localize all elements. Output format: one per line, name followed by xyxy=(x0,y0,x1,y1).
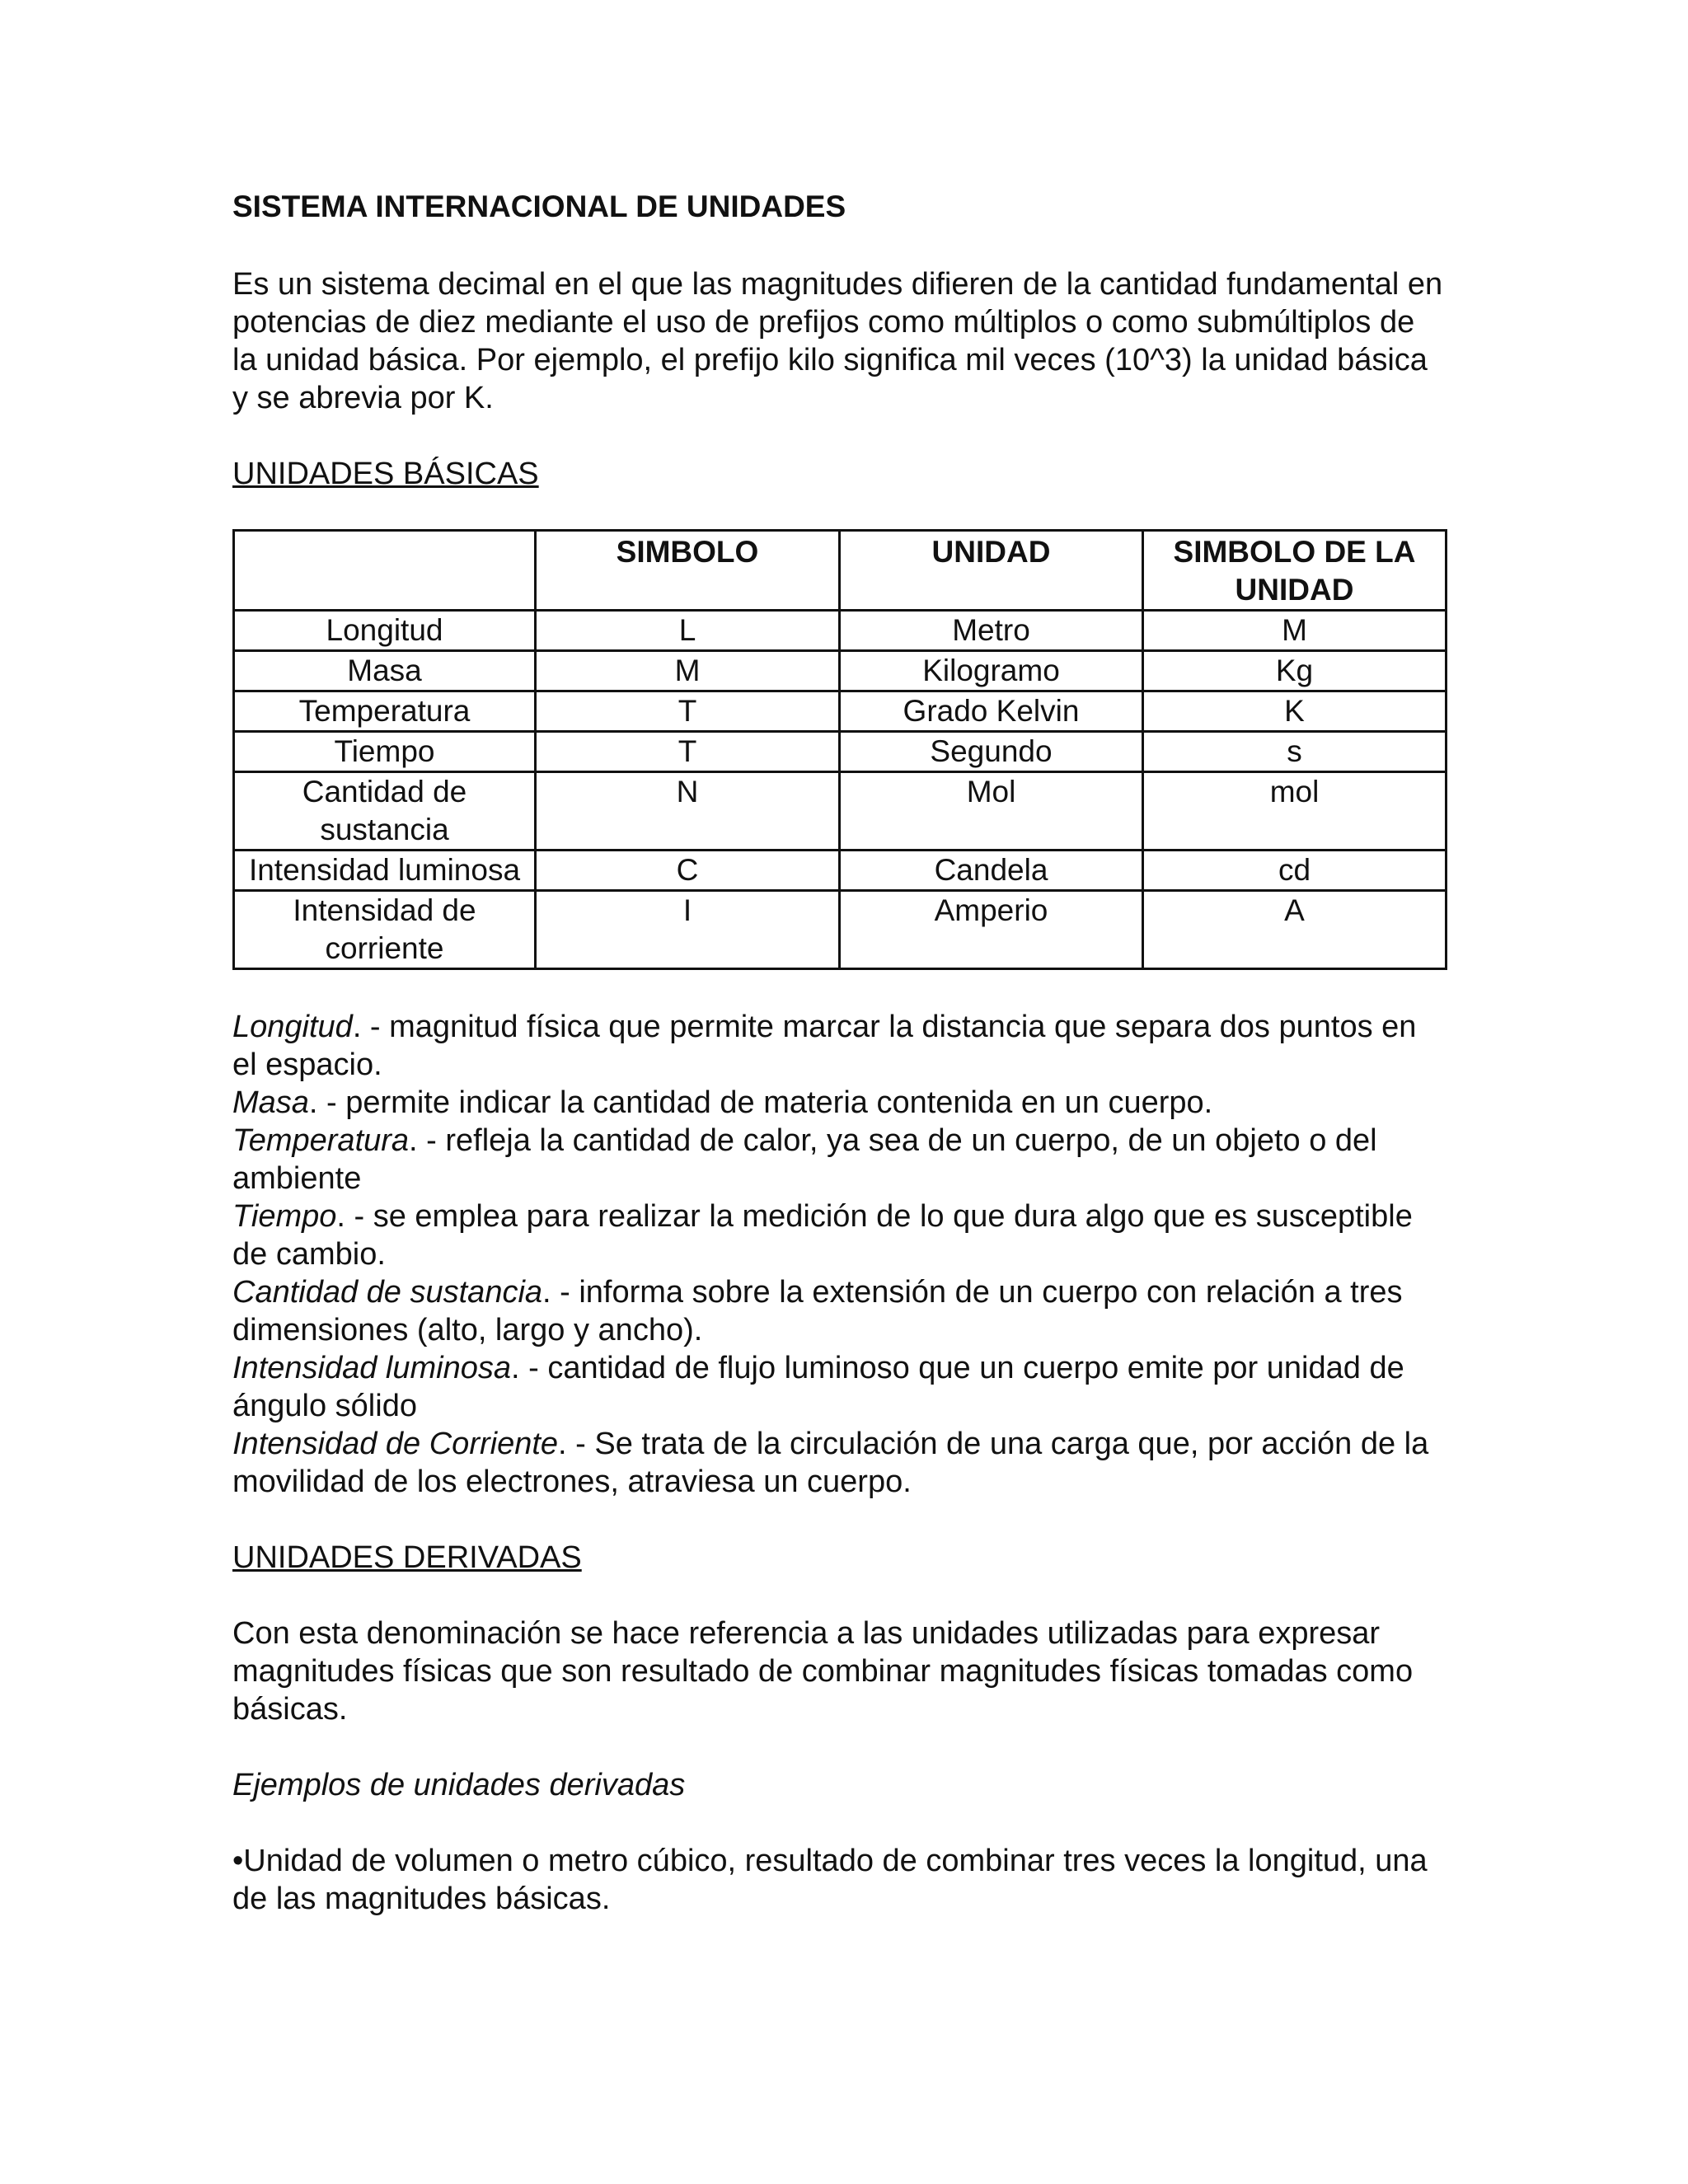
definition-term: Intensidad de Corriente xyxy=(232,1427,559,1461)
derived-units-paragraph: Con esta denominación se hace referencia a las unidades utilizadas para expresar magnitudes físicas que son resultado de combinar magnitudes físicas tomadas como básicas. xyxy=(232,1616,1414,1727)
definition-item xyxy=(232,1197,1444,1273)
example-item: •Unidad de volumen o metro cúbico, resultado de combinar tres veces la longitud, una de las magnitudes básicas. xyxy=(232,1844,1428,1916)
basic-units-heading: UNIDADES BÁSICAS xyxy=(232,457,539,491)
table-row xyxy=(234,651,1447,691)
unit-symbol-cell: mol xyxy=(1143,772,1447,851)
document-title: SISTEMA INTERNACIONAL DE UNIDADES xyxy=(232,190,846,223)
magnitude-cell: Intensidad de corriente xyxy=(234,891,536,969)
unit-cell: Amperio xyxy=(840,891,1143,969)
spacer xyxy=(232,970,1444,1008)
unit-symbol-cell: s xyxy=(1143,732,1447,772)
symbol-cell: T xyxy=(536,732,840,772)
table-row xyxy=(234,611,1447,651)
table-row xyxy=(234,772,1447,851)
definition-text: . - cantidad de flujo luminoso que un cuerpo emite por unidad de ángulo sólido xyxy=(232,1351,1404,1423)
definition-item xyxy=(232,1084,1444,1122)
basic-units-table xyxy=(232,529,1447,970)
definition-text: . - refleja la cantidad de calor, ya sea de un cuerpo, de un objeto o del ambiente xyxy=(232,1123,1377,1196)
definition-term: Intensidad luminosa xyxy=(232,1351,511,1385)
unit-symbol-cell: M xyxy=(1143,611,1447,651)
magnitude-cell: Temperatura xyxy=(234,691,536,732)
definition-text: . - se emplea para realizar la medición de lo que dura algo que es susceptible de cambio. xyxy=(232,1199,1413,1272)
table-row xyxy=(234,891,1447,969)
definitions-list xyxy=(232,1008,1444,1501)
unit-cell: Metro xyxy=(840,611,1143,651)
magnitude-cell: Intensidad luminosa xyxy=(234,851,536,891)
spacer xyxy=(232,226,1444,265)
table-row xyxy=(234,691,1447,732)
definition-term: Masa xyxy=(232,1085,309,1120)
examples-heading: Ejemplos de unidades derivadas xyxy=(232,1768,686,1802)
symbol-cell: L xyxy=(536,611,840,651)
definition-item xyxy=(232,1122,1444,1197)
unit-symbol-cell: cd xyxy=(1143,851,1447,891)
unit-cell: Segundo xyxy=(840,732,1143,772)
spacer xyxy=(232,1728,1444,1766)
unit-cell: Kilogramo xyxy=(840,651,1143,691)
magnitude-cell: Cantidad de sustancia xyxy=(234,772,536,851)
derived-units-heading: UNIDADES DERIVADAS xyxy=(232,1540,582,1575)
column-header-magnitude xyxy=(234,531,536,611)
definition-item xyxy=(232,1349,1444,1425)
definition-text: . - permite indicar la cantidad de materia contenida en un cuerpo. xyxy=(308,1085,1213,1120)
symbol-cell: T xyxy=(536,691,840,732)
unit-symbol-cell: Kg xyxy=(1143,651,1447,691)
spacer xyxy=(232,417,1444,455)
unit-cell: Grado Kelvin xyxy=(840,691,1143,732)
spacer xyxy=(232,1577,1444,1615)
table-header-row xyxy=(234,531,1447,611)
spacer xyxy=(232,1501,1444,1539)
unit-cell: Candela xyxy=(840,851,1143,891)
definition-term: Cantidad de sustancia xyxy=(232,1275,543,1310)
magnitude-cell: Masa xyxy=(234,651,536,691)
symbol-cell: I xyxy=(536,891,840,969)
document-page xyxy=(232,188,1444,1918)
symbol-cell: C xyxy=(536,851,840,891)
unit-cell: Mol xyxy=(840,772,1143,851)
symbol-cell: N xyxy=(536,772,840,851)
table-row xyxy=(234,851,1447,891)
symbol-cell: M xyxy=(536,651,840,691)
definition-text: . - informa sobre la extensión de un cuerpo con relación a tres dimensiones (alto, largo y ancho). xyxy=(232,1275,1403,1347)
definition-item xyxy=(232,1273,1444,1349)
table-row xyxy=(234,732,1447,772)
column-header-unit: UNIDAD xyxy=(840,531,1143,611)
definition-item xyxy=(232,1425,1444,1501)
definition-term: Tiempo xyxy=(232,1199,337,1234)
definition-text: . - magnitud física que permite marcar la distancia que separa dos puntos en el espacio. xyxy=(232,1010,1417,1082)
unit-symbol-cell: A xyxy=(1143,891,1447,969)
spacer xyxy=(232,493,1444,529)
column-header-unit-symbol: SIMBOLO DE LA UNIDAD xyxy=(1143,531,1447,611)
intro-paragraph: Es un sistema decimal en el que las magnitudes difieren de la cantidad fundamental en potencias de diez mediante el uso de prefijos como múltiplos o como submúltiplos de la unidad básica. Por ejemplo, el prefijo kilo significa mil veces (10^3) la unidad básica y se abrevia por K. xyxy=(232,267,1443,415)
definition-term: Temperatura xyxy=(232,1123,410,1158)
definition-item xyxy=(232,1008,1444,1084)
definition-text: . - Se trata de la circulación de una carga que, por acción de la movilidad de los electrones, atraviesa un cuerpo. xyxy=(232,1427,1429,1499)
magnitude-cell: Tiempo xyxy=(234,732,536,772)
spacer xyxy=(232,1804,1444,1842)
magnitude-cell: Longitud xyxy=(234,611,536,651)
unit-symbol-cell: K xyxy=(1143,691,1447,732)
column-header-symbol: SIMBOLO xyxy=(536,531,840,611)
definition-term: Longitud xyxy=(232,1010,353,1044)
